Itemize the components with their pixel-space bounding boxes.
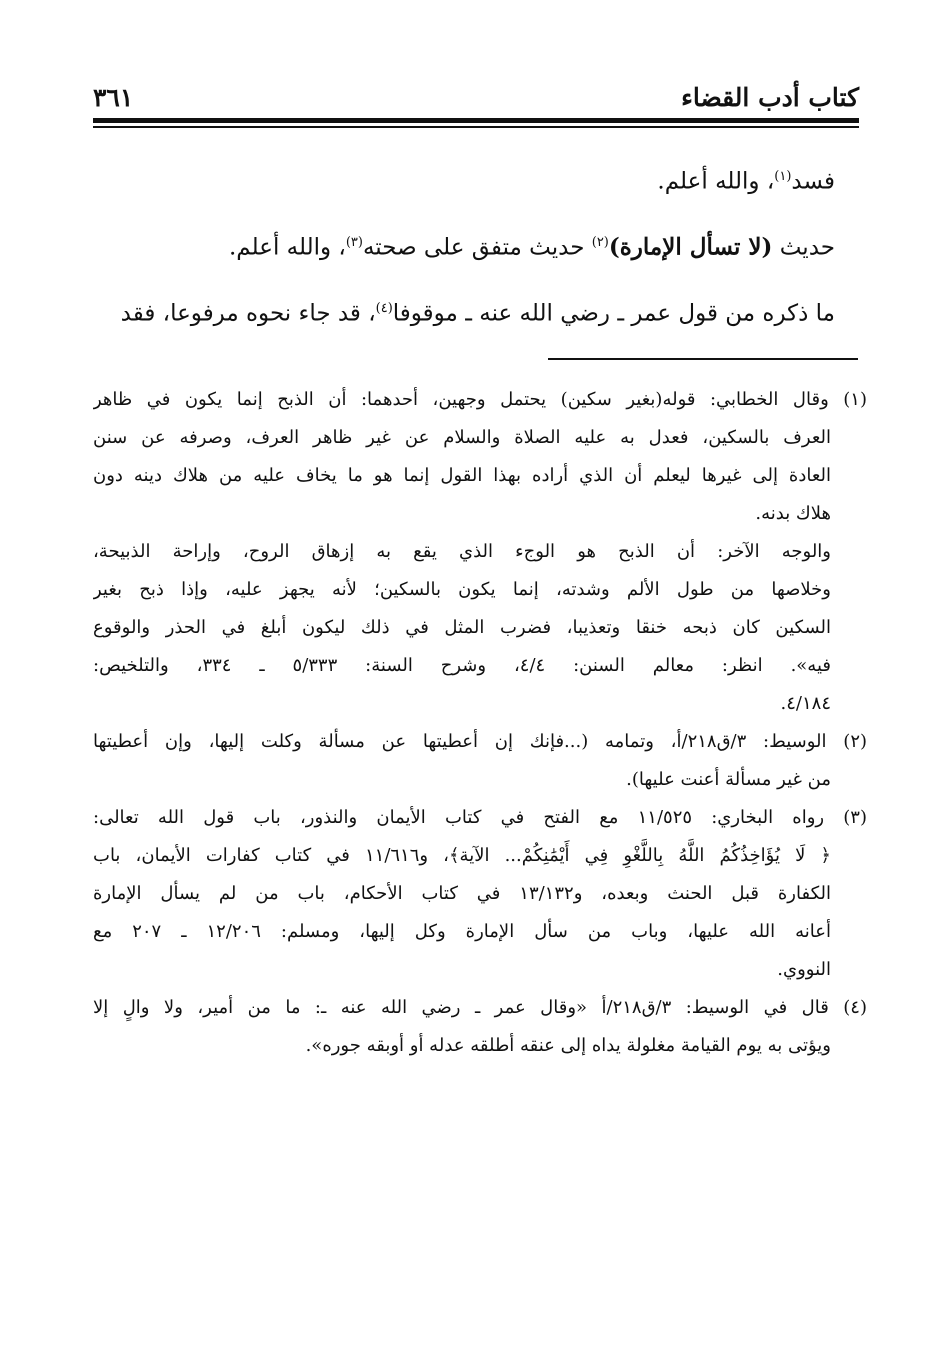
footnote-ref: (٣)	[345, 235, 363, 250]
body-text-segment: ، والله أعلم.	[228, 234, 346, 261]
body-line-1	[93, 148, 835, 214]
footnote-line: من غير مسألة أعنت عليها).	[626, 769, 831, 790]
footnote-ref: (٤)	[375, 301, 393, 316]
footnote-line: (١) وقال الخطابي: قوله(بغير سكين) يحتمل وجهين، أحدهما: أن الذبح إنما يكون في ظاهر	[93, 389, 867, 410]
footnote-line: فيه». انظر: معالم السنن: ٤/٤، وشرح السنة: ٥/٣٣٣ ـ ٣٣٤، والتلخيص:	[93, 655, 831, 676]
footnote-line: ﴿ لَا يُؤَاخِذُكُمُ اللَّهُ بِاللَّغْوِ فِي أَيْمَٰنِكُمْ... الآية﴾، و١١/٦١٦ في كتاب كفارات الأيمان، باب	[93, 845, 831, 866]
body-text-segment: فسد	[791, 168, 835, 195]
footnote-1	[93, 381, 867, 723]
book-title: كتاب أدب القضاء	[681, 83, 859, 112]
footnote-line: العادة إلى غيرها ليعلم أن الذي أراده بهذا القول إنما هو ما يخاف عليه من هلاك دينه دون	[93, 465, 831, 486]
footnote-line: أعانه الله عليها، وباب من سأل الإمارة وكل إليها، ومسلم: ١٢/٢٠٦ ـ ٢٠٧ مع	[93, 921, 831, 942]
page-header	[93, 82, 859, 116]
footnote-2	[93, 723, 867, 799]
footnote-line: (٣) رواه البخاري: ١١/٥٢٥ مع الفتح في كتاب الأيمان والنذور، باب قول الله تعالى:	[93, 807, 867, 828]
footnote-line: والوجه الآخر: أن الذبح هو الوجء الذي يقع به إزهاق الروح، وإراحة الذبيحة،	[93, 541, 831, 562]
footnote-line: (٤) قال في الوسيط: ٣/ق٢١٨/أ «وقال عمر ـ رضي الله عنه ـ: ما من أمير، ولا والٍ إلا	[93, 997, 867, 1018]
footnote-line: ويؤتى به يوم القيامة مغلولة يداه إلى عنقه أطلقه عدله أو أوبقه جوره».	[305, 1035, 831, 1056]
footnote-ref: (٢)	[591, 235, 609, 250]
footnote-line: وخلاصها من طول الألم وشدته، إنما يكون بالسكين؛ لأنه يجهز عليه، وإذا ذبح بغير	[93, 579, 831, 600]
footnote-ref: (١)	[774, 169, 792, 184]
footnote-line: الكفارة قبل الحنث وبعده، و١٣/١٣٢ في كتاب الأحكام، باب من لم يسأل الإمارة	[93, 883, 832, 904]
page-number: ٣٦١	[93, 83, 134, 112]
main-text	[93, 148, 835, 346]
footnote-3	[93, 799, 867, 989]
footnote-line: السكين كان ذبحه خنقا وتعذيبا، فضرب المثل في ذلك ليكون أبلغ في الحذر والوقوع	[93, 617, 831, 638]
body-line-3	[93, 280, 835, 346]
body-text-segment: حديث متفق على صحته	[362, 234, 592, 261]
footnote-line: النووي.	[777, 959, 831, 980]
footnote-line: العرف بالسكين، فعدل به عليه الصلاة والسلام عن غير ظاهر العرف، وصرفه عن سنن	[93, 427, 832, 448]
footnote-line: ٤/١٨٤.	[780, 693, 831, 714]
footnote-line: هلاك بدنه.	[755, 503, 831, 524]
header-rule-thick	[93, 118, 859, 123]
footnote-separator	[548, 358, 858, 360]
footnote-line: (٢) الوسيط: ٣/ق٢١٨/أ، وتمامه (...فإنك إن أعطيتها عن مسألة وكلت إليها، وإن أعطيتها	[93, 731, 867, 752]
hadith-quote: (لا تسأل الإمارة)	[608, 233, 773, 261]
header-rule-thin	[93, 126, 859, 128]
body-text-segment: ما ذكره من قول عمر ـ رضي الله عنه ـ موقوفا	[392, 300, 835, 327]
body-text-segment: حديث	[772, 234, 835, 261]
body-line-2	[93, 214, 835, 280]
footnotes	[93, 381, 867, 1065]
body-text-segment: ، قد جاء نحوه مرفوعا، فقد	[120, 300, 376, 327]
body-text-segment: ، والله أعلم.	[657, 168, 775, 195]
footnote-4	[93, 989, 867, 1065]
